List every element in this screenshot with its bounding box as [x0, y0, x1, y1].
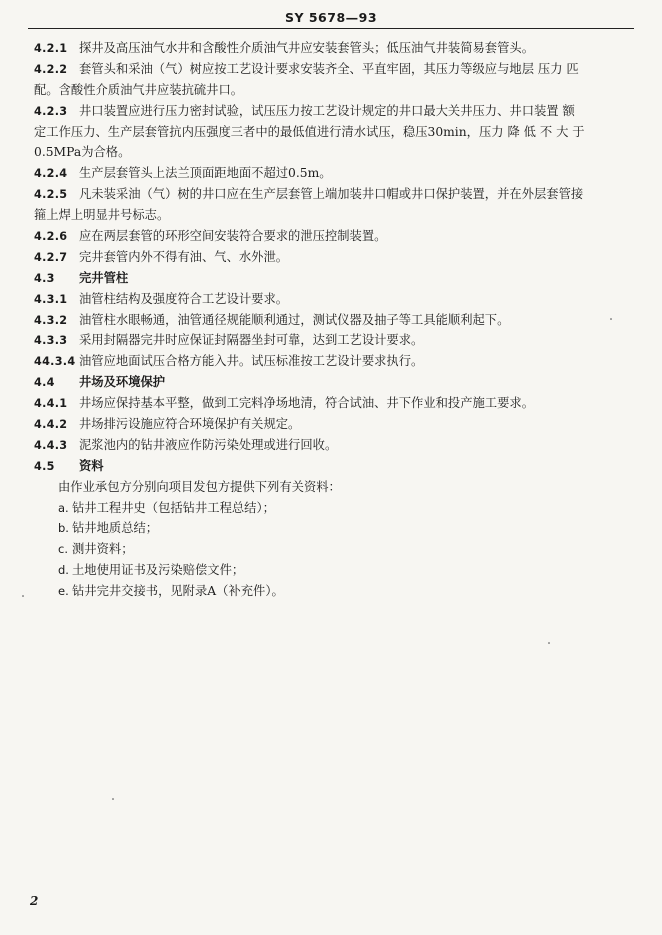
- clause-text: 井场应保持基本平整，做到工完料净场地清，符合试油、井下作业和投产施工要求。: [79, 396, 534, 411]
- clause-text: 套管头和采油（气）树应按工艺设计要求安装齐全、平直牢固，其压力等级应与地层 压力 匹: [79, 61, 579, 76]
- material-item: [34, 560, 632, 581]
- clause-number: 4.2.1: [34, 42, 68, 55]
- scan-speck: [22, 595, 24, 597]
- clause-continuation-line: [34, 122, 632, 143]
- clause-text: 完井套管内外不得有油、气、水外泄。: [79, 249, 289, 264]
- clause-number: 4.2.7: [34, 250, 68, 264]
- clause-number: 4.2.5: [34, 188, 68, 202]
- clause-text: 泥浆池内的钻井液应作防污染处理或进行回收。: [79, 437, 338, 452]
- clause-line: [34, 247, 632, 268]
- materials-intro: 由作业承包方分别向项目发包方提供下列有关资料：: [58, 479, 341, 494]
- header-rule: [28, 28, 634, 29]
- section-heading: 井场及环境保护: [79, 374, 166, 390]
- clause-number: 4.3.2: [34, 313, 68, 327]
- clause-line: [34, 101, 632, 122]
- clause-line: [34, 372, 632, 393]
- clause-line: [34, 330, 632, 351]
- clause-number: 4.3.1: [34, 292, 68, 306]
- clause-number: 4.3: [34, 271, 55, 285]
- clause-line: [34, 59, 632, 80]
- clause-text: 油管应地面试压合格方能入井。试压标准按工艺设计要求执行。: [79, 354, 424, 369]
- scan-speck: [610, 318, 612, 320]
- material-item-text: 测井资料；: [72, 542, 134, 557]
- clause-line: [34, 456, 632, 477]
- clause-number: 4.4.3: [34, 438, 68, 452]
- clause-line: [34, 351, 632, 372]
- clause-line: [34, 393, 632, 414]
- clause-number: 4.2.6: [34, 230, 68, 244]
- clause-line: [34, 38, 632, 59]
- clause-text: 井口装置应进行压力密封试验，试压压力按工艺设计规定的井口最大关井压力、井口装置 额: [79, 103, 575, 118]
- clause-text: 应在两层套管的环形空间安装符合要求的泄压控制装置。: [79, 229, 387, 244]
- material-item-label: a.: [58, 500, 69, 515]
- material-item-text: 钻井工程井史（包括钻井工程总结）；: [72, 500, 275, 515]
- scan-speck: [548, 642, 550, 644]
- clause-text: 凡未装采油（气）树的井口应在生产层套管上端加装井口帽或井口保护装置，并在外层套管接: [79, 187, 584, 202]
- clause-number: 4.4.2: [34, 418, 68, 432]
- clause-number: 4.2.2: [34, 62, 68, 76]
- clause-text: 采用封隔器完井时应保证封隔器坐封可靠，达到工艺设计要求。: [79, 333, 424, 348]
- clause-line: [34, 163, 632, 184]
- clause-line: [34, 435, 632, 456]
- clause-text: 定工作压力、生产层套管抗内压强度三者中的最低值进行清水试压，稳压30min，压力 降 低 不 大 于: [34, 124, 585, 139]
- material-item-text: 钻井地质总结；: [72, 521, 159, 536]
- clause-list: [34, 38, 632, 477]
- clause-line: [34, 268, 632, 289]
- clause-line: [34, 310, 632, 331]
- document-body: [34, 38, 632, 602]
- material-item: [34, 581, 632, 602]
- clause-continuation-line: [34, 80, 632, 101]
- clause-number: 4.4.1: [34, 397, 68, 411]
- clause-text: 井场排污设施应符合环境保护有关规定。: [79, 417, 301, 432]
- clause-number: 44.3.4: [34, 355, 76, 369]
- materials-list: [34, 498, 632, 602]
- material-item-label: e.: [58, 584, 69, 599]
- clause-text: 0.5MPa为合格。: [34, 145, 131, 160]
- material-item-text: 土地使用证书及污染赔偿文件；: [72, 563, 245, 578]
- clause-text: 探井及高压油气水井和含酸性介质油气井应安装套管头；低压油气井装简易套管头。: [79, 41, 534, 55]
- clause-number: 4.5: [34, 459, 55, 473]
- clause-continuation-line: [34, 142, 632, 163]
- material-item-label: b.: [58, 521, 69, 536]
- section-heading: 资料: [79, 457, 104, 473]
- clause-text: 箍上焊上明显井号标志。: [34, 208, 170, 223]
- section-heading: 完井管柱: [79, 269, 129, 285]
- clause-text: 油管柱结构及强度符合工艺设计要求。: [79, 291, 289, 306]
- material-item-label: d.: [58, 563, 69, 578]
- material-item: [34, 518, 632, 539]
- clause-number: 4.2.3: [34, 104, 68, 118]
- clause-line: [34, 414, 632, 435]
- clause-line: [34, 184, 632, 205]
- material-item-text: 钻井完井交接书，见附录A（补充件）。: [72, 584, 284, 599]
- clause-line: [34, 226, 632, 247]
- clause-number: 4.3.3: [34, 334, 68, 348]
- clause-text: 生产层套管头上法兰顶面距地面不超过0.5m。: [79, 166, 332, 181]
- clause-line: [34, 289, 632, 310]
- standard-code-header: SY 5678—93: [284, 10, 378, 25]
- material-item-label: c.: [58, 542, 68, 557]
- clause-text: 油管柱水眼畅通，油管通径规能顺利通过，测试仪器及抽子等工具能顺利起下。: [79, 312, 510, 327]
- material-item: [34, 539, 632, 560]
- material-item: [34, 498, 632, 519]
- scan-speck: [112, 798, 114, 800]
- page-number: 2: [30, 894, 39, 908]
- clause-number: 4.2.4: [34, 167, 68, 181]
- clause-number: 4.4: [34, 376, 55, 390]
- clause-continuation-line: [34, 205, 632, 226]
- clause-text: 配。含酸性介质油气井应装抗硫井口。: [34, 82, 244, 97]
